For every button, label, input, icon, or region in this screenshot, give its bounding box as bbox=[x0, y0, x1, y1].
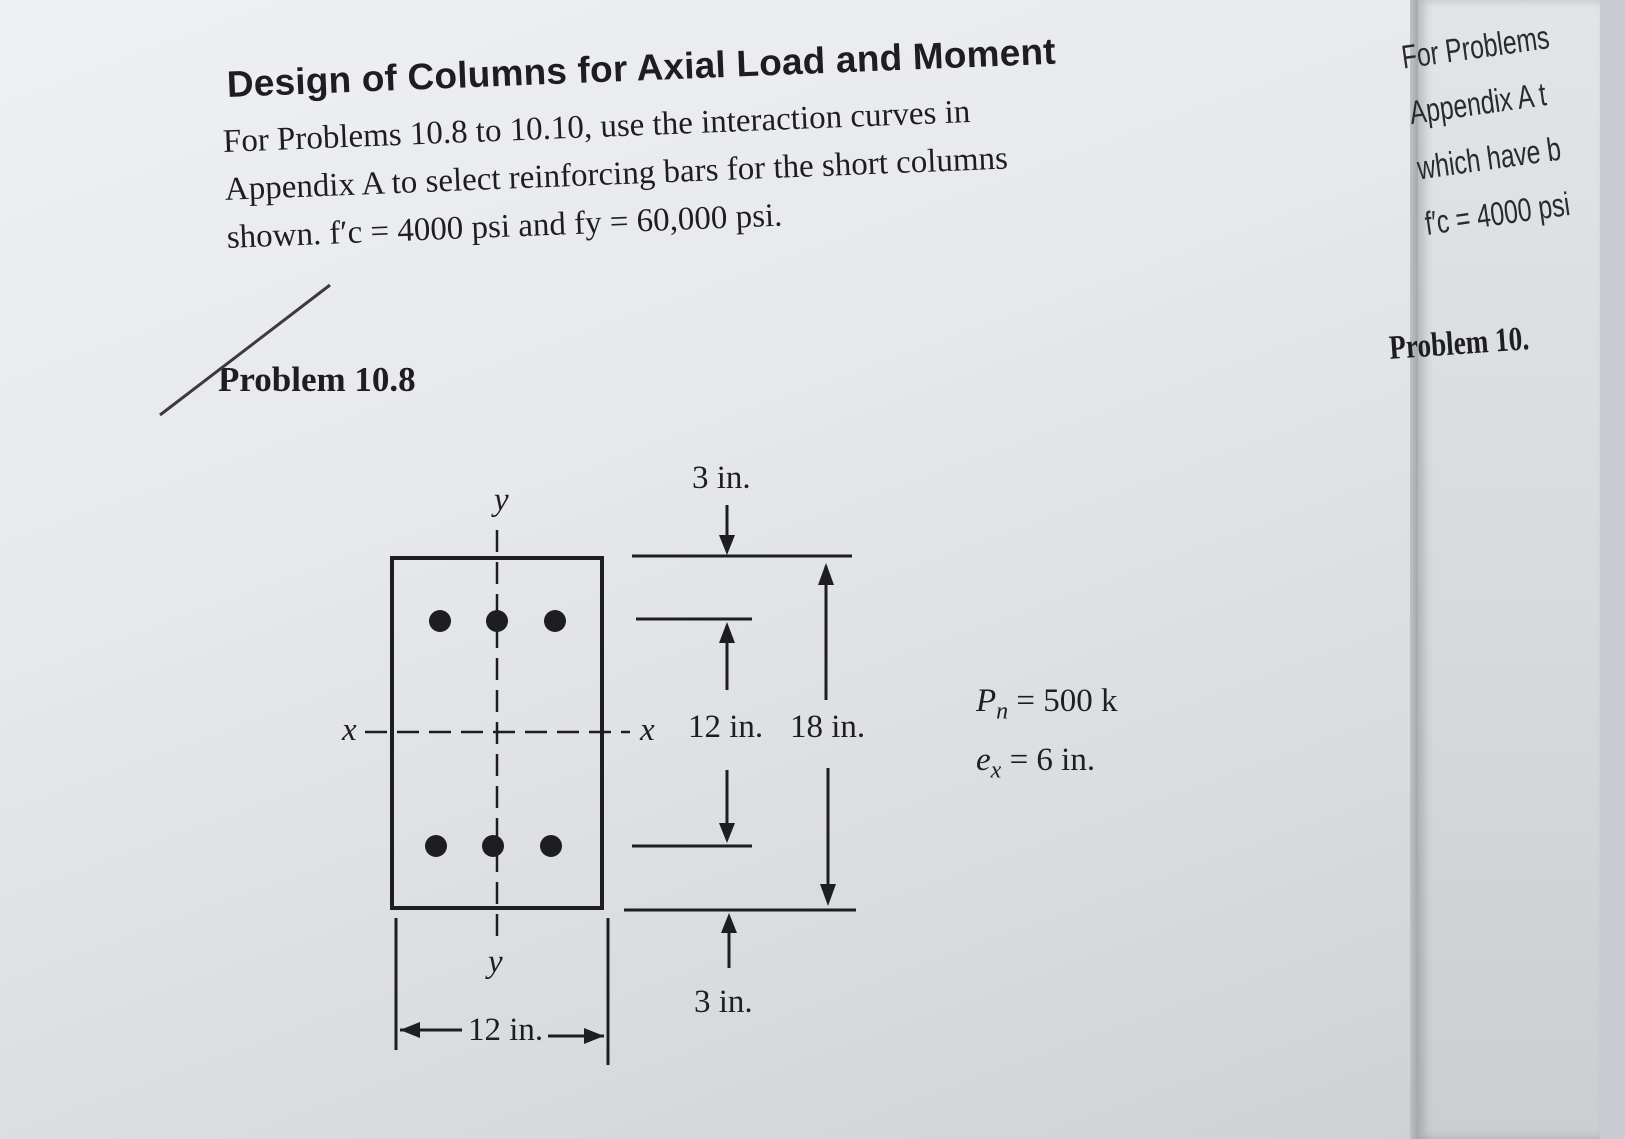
rebar-dot bbox=[429, 610, 451, 632]
arrowhead bbox=[719, 622, 735, 643]
arrowhead bbox=[818, 563, 834, 585]
pn-value: = 500 k bbox=[1016, 683, 1118, 719]
arrowhead bbox=[820, 884, 836, 906]
right-problem-label: Problem 10. bbox=[1388, 320, 1531, 367]
pencil-mark bbox=[160, 285, 330, 415]
x-axis-label-left: x bbox=[342, 712, 357, 748]
intro-line: Appendix A to select reinforcing bars for the short columns bbox=[224, 140, 1009, 208]
inner-dim-label: 12 in. bbox=[688, 709, 764, 745]
bottom-cover-label: 3 in. bbox=[694, 984, 753, 1020]
ex-subscript: x bbox=[990, 757, 1002, 784]
arrowhead bbox=[721, 913, 737, 933]
ex-symbol: e bbox=[976, 742, 991, 778]
y-axis-label-bottom: y bbox=[488, 944, 503, 980]
x-axis-label-right: x bbox=[640, 712, 655, 748]
axial-load-equation bbox=[976, 683, 1118, 726]
width-dim-label: 12 in. bbox=[468, 1012, 544, 1048]
section-heading: Design of Columns for Axial Load and Moment bbox=[226, 30, 1057, 105]
intro-line: shown. f′c = 4000 psi and fy = 60,000 psi. bbox=[226, 197, 784, 256]
rebar-dot bbox=[540, 835, 562, 857]
top-cover-label: 3 in. bbox=[692, 460, 751, 496]
pn-subscript: n bbox=[996, 698, 1009, 725]
right-page-text bbox=[1398, 2, 1625, 251]
rebar-dot bbox=[482, 835, 504, 857]
arrowhead bbox=[584, 1028, 604, 1044]
right-line: For Problems bbox=[1399, 18, 1552, 76]
arrowhead bbox=[719, 823, 735, 843]
intro-line: For Problems 10.8 to 10.10, use the interaction curves in bbox=[222, 93, 971, 160]
arrowhead bbox=[400, 1022, 420, 1038]
rebar-dot bbox=[486, 610, 508, 632]
rebar-dot bbox=[425, 835, 447, 857]
right-line: Appendix A t bbox=[1407, 75, 1549, 132]
right-line: which have b bbox=[1414, 129, 1564, 187]
problem-label: Problem 10.8 bbox=[218, 360, 416, 399]
right-line: f′c = 4000 psi bbox=[1422, 185, 1573, 242]
rebar-dot bbox=[544, 610, 566, 632]
pn-symbol: P bbox=[976, 683, 997, 719]
y-axis-label-top: y bbox=[494, 482, 509, 518]
ex-value: = 6 in. bbox=[1009, 742, 1096, 778]
right-page bbox=[1388, 0, 1600, 1139]
arrowhead bbox=[719, 535, 735, 555]
total-depth-label: 18 in. bbox=[790, 709, 866, 745]
eccentricity-equation bbox=[976, 742, 1095, 785]
